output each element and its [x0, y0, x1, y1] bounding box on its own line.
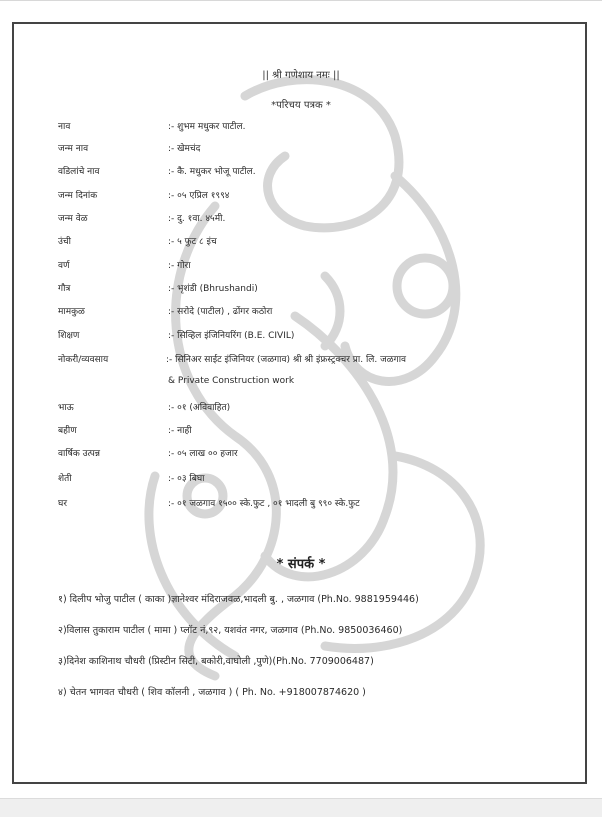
field-value: :- ०१ (अविवाहित) — [168, 403, 231, 413]
field-value: :- सिव्हिल इंजिनियरिंग (B.E. CIVIL) — [168, 331, 295, 341]
info-row — [58, 374, 578, 388]
field-label: जन्म दिनांक — [58, 191, 98, 201]
field-value: :- दु. १वा. ४५मी. — [168, 214, 226, 224]
field-label: वडिलांचे नाव — [58, 167, 100, 177]
field-label: नाव — [58, 122, 71, 132]
info-row — [58, 401, 578, 415]
field-label: घर — [58, 499, 68, 509]
contact-item-1: १) दिलीप भोजु पाटील ( काका )ज्ञानेश्वर मंदिराजवळ,भादली बु. , जळगाव (Ph.No. 9881959446) — [58, 594, 419, 605]
field-value: & Private Construction work — [168, 376, 295, 386]
contact-item-4: ४) चेतन भागवत चौधरी ( शिव कॉलनी , जळगाव ) ( Ph. No. +918007874620 ) — [58, 687, 366, 698]
field-label: वर्ण — [58, 261, 70, 271]
field-label: नोकरी/व्यवसाय — [58, 355, 109, 365]
field-value: :- नाही — [168, 426, 192, 436]
field-label: शेती — [58, 474, 72, 484]
contact-item-2: २)विलास तुकाराम पाटील ( मामा ) प्लॉट नं,९२, यशवंत नगर, जळगाव (Ph.No. 9850036460) — [58, 625, 403, 636]
field-value: :- कै. मधुकर भोजू पाटील. — [168, 167, 256, 177]
field-value: :- ०५ एप्रिल १९९४ — [168, 191, 230, 201]
field-value: :- खेमचंद — [168, 144, 201, 154]
info-row — [58, 447, 578, 461]
viewer-bottom-bar — [0, 798, 602, 817]
field-label: जन्म वेळ — [58, 214, 88, 224]
field-value: :- ०५ लाख ०० हजार — [168, 449, 238, 459]
info-row — [58, 212, 578, 226]
info-row — [58, 142, 578, 156]
field-value: :- सिनिअर साईट इंजिनियर (जळगाव) श्री श्री इंफ्रस्ट्रक्चर प्रा. लि. जळगाव — [166, 355, 407, 365]
info-row — [58, 329, 578, 343]
info-row — [58, 353, 578, 367]
invocation-line: || श्री गणेशाय नमः || — [262, 70, 340, 81]
info-row — [58, 282, 578, 296]
info-row — [58, 189, 578, 203]
field-value: :- ५ फुट ८ इंच — [168, 237, 217, 247]
document-title: *परिचय पत्रक * — [271, 100, 331, 111]
field-label: मामकुळ — [58, 307, 85, 317]
field-label: गौत्र — [58, 284, 71, 294]
info-row — [58, 424, 578, 438]
info-row — [58, 497, 578, 511]
info-row — [58, 472, 578, 486]
field-value: :- गोरा — [168, 261, 191, 271]
field-label: जन्म नाव — [58, 144, 89, 154]
info-row — [58, 305, 578, 319]
info-row — [58, 235, 578, 249]
field-label: भाऊ — [58, 403, 74, 413]
info-row — [58, 120, 578, 134]
contact-item-3: ३)दिनेश काशिनाथ चौधरी (प्रिस्टीन सिटी, बकोरी,वाघोली ,पुणे)(Ph.No. 7709006487) — [58, 656, 374, 667]
field-value: :- सरोदे (पाटील) , ढोंगर कठोरा — [168, 307, 273, 317]
field-value: :- ०३ बिघा — [168, 474, 205, 484]
field-value: :- शुभम मधुकर पाटील. — [168, 122, 246, 132]
field-label: वार्षिक उत्पन्न — [58, 449, 100, 459]
field-label: शिक्षण — [58, 331, 80, 341]
info-row — [58, 165, 578, 179]
field-label: उंची — [58, 237, 71, 247]
field-label: बहीण — [58, 426, 77, 436]
info-row — [58, 259, 578, 273]
contact-heading: * संपर्क * — [276, 557, 326, 572]
field-value: :- भृशंडी (Bhrushandi) — [168, 284, 258, 294]
field-value: :- ०१ जळगाव १५०० स्के.फुट , ०१ भादली बु ९९० स्के.फुट — [168, 499, 360, 509]
